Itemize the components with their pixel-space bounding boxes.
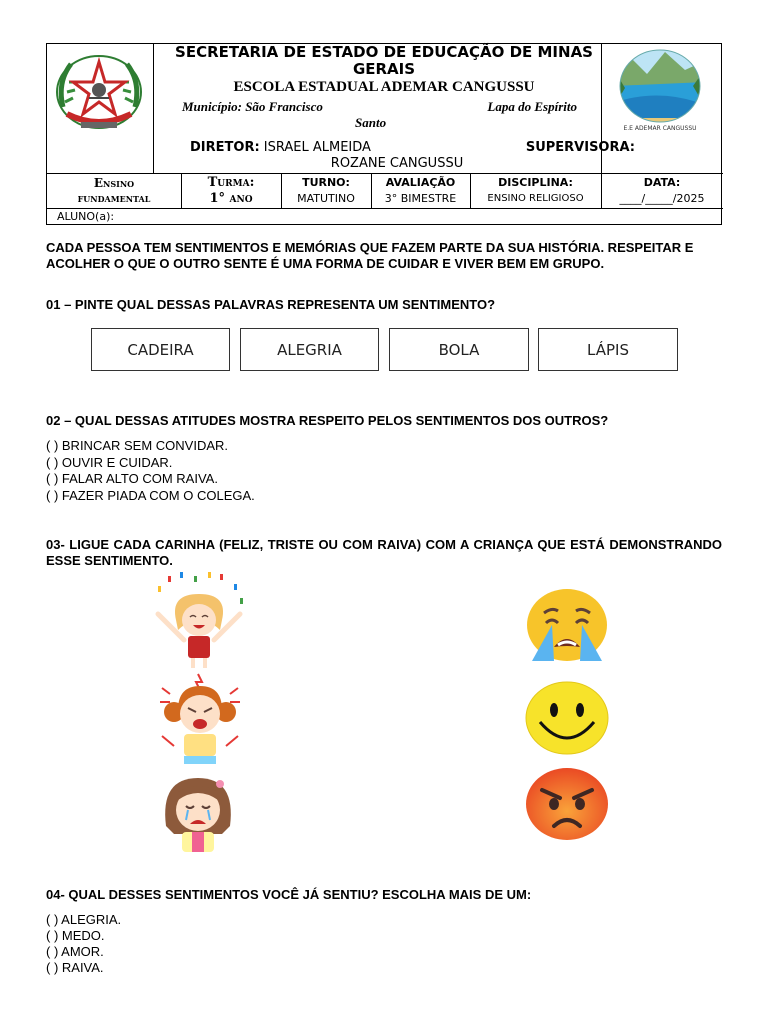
- q4-option-amor[interactable]: ( ) AMOR.: [46, 944, 104, 959]
- happy-face-emoji[interactable]: [524, 680, 610, 756]
- q2-option-2[interactable]: ( ) OUVIR E CUIDAR.: [46, 455, 173, 470]
- word-box-cadeira[interactable]: CADEIRA: [91, 328, 230, 371]
- header-table: [46, 43, 722, 225]
- data-cell: DATA: ____/_____/2025: [601, 175, 723, 207]
- director-name: ISRAEL ALMEIDA: [263, 140, 371, 155]
- school-name: ESCOLA ESTADUAL ADEMAR CANGUSSU: [233, 79, 535, 95]
- svg-text:E.E ADEMAR CANGUSSU: E.E ADEMAR CANGUSSU: [623, 125, 697, 132]
- municipio-label: Município: São Francisco: [182, 99, 323, 114]
- word-box-lapis[interactable]: LÁPIS: [538, 328, 678, 371]
- date-field[interactable]: ____/_____/2025: [619, 192, 705, 205]
- disciplina-cell: DISCIPLINA: ENSINO RELIGIOSO: [487, 176, 584, 204]
- question-3: 03- LIGUE CADA CARINHA (FELIZ, TRISTE OU COM RAIVA) COM A CRIANÇA QUE ESTÁ DEMONSTRANDO ESSE SENTIMENTO.: [46, 537, 722, 568]
- question-2: 02 – QUAL DESSAS ATITUDES MOSTRA RESPEITO PELOS SENTIMENTOS DOS OUTROS?: [46, 413, 609, 428]
- angry-face-emoji[interactable]: [524, 766, 610, 842]
- turno-cell: TURNO: MATUTINO: [297, 176, 355, 205]
- crying-face-emoji[interactable]: [524, 587, 610, 667]
- intro-paragraph: CADA PESSOA TEM SENTIMENTOS E MEMÓRIAS QUE FAZEM PARTE DA SUA HISTÓRIA. RESPEITAR E ACOLHER O QUE O OUTRO SENTE É UMA FORMA DE CUIDAR E VIVER BEM EM GRUPO.: [46, 240, 694, 271]
- q2-option-3[interactable]: ( ) FALAR ALTO COM RAIVA.: [46, 471, 218, 486]
- sad-child-image[interactable]: [158, 772, 238, 854]
- supervisor-label: SUPERVISORA:: [525, 140, 635, 155]
- lapa-line-2: Santo: [355, 115, 387, 130]
- angry-child-image[interactable]: [158, 672, 242, 768]
- word-box-bola[interactable]: BOLA: [389, 328, 529, 371]
- q4-option-medo[interactable]: ( ) MEDO.: [46, 928, 105, 943]
- ensino-cell: Ensino fundamental: [77, 176, 151, 205]
- word-box-alegria[interactable]: ALEGRIA: [240, 328, 379, 371]
- q4-option-raiva[interactable]: ( ) RAIVA.: [46, 960, 104, 975]
- turma-cell: Turma: 1° ano: [207, 175, 255, 206]
- avaliacao-cell: AVALIAÇÃO 3° BIMESTRE: [384, 176, 457, 205]
- question-4: 04- QUAL DESSES SENTIMENTOS VOCÊ JÁ SENTIU? ESCOLHA MAIS DE UM:: [46, 887, 532, 902]
- q2-option-4[interactable]: ( ) FAZER PIADA COM O COLEGA.: [46, 488, 255, 503]
- q2-option-1[interactable]: ( ) BRINCAR SEM CONVIDAR.: [46, 438, 229, 453]
- school-landscape-logo: [613, 48, 707, 134]
- supervisor-name: ROZANE CANGUSSU: [330, 156, 464, 171]
- q4-option-alegria[interactable]: ( ) ALEGRIA.: [46, 912, 122, 927]
- lapa-line-1: Lapa do Espírito: [487, 99, 577, 114]
- happy-child-image[interactable]: [150, 570, 248, 670]
- aluno-field[interactable]: ALUNO(a):: [57, 210, 115, 223]
- director-label: DIRETOR:: [190, 140, 260, 155]
- lapa-label: [347, 99, 597, 131]
- minas-gerais-coat-of-arms-logo: [53, 52, 145, 136]
- secretaria-title: SECRETARIA DE ESTADO DE EDUCAÇÃO DE MINAS GERAIS: [175, 43, 593, 78]
- question-1: 01 – PINTE QUAL DESSAS PALAVRAS REPRESENTA UM SENTIMENTO?: [46, 297, 496, 312]
